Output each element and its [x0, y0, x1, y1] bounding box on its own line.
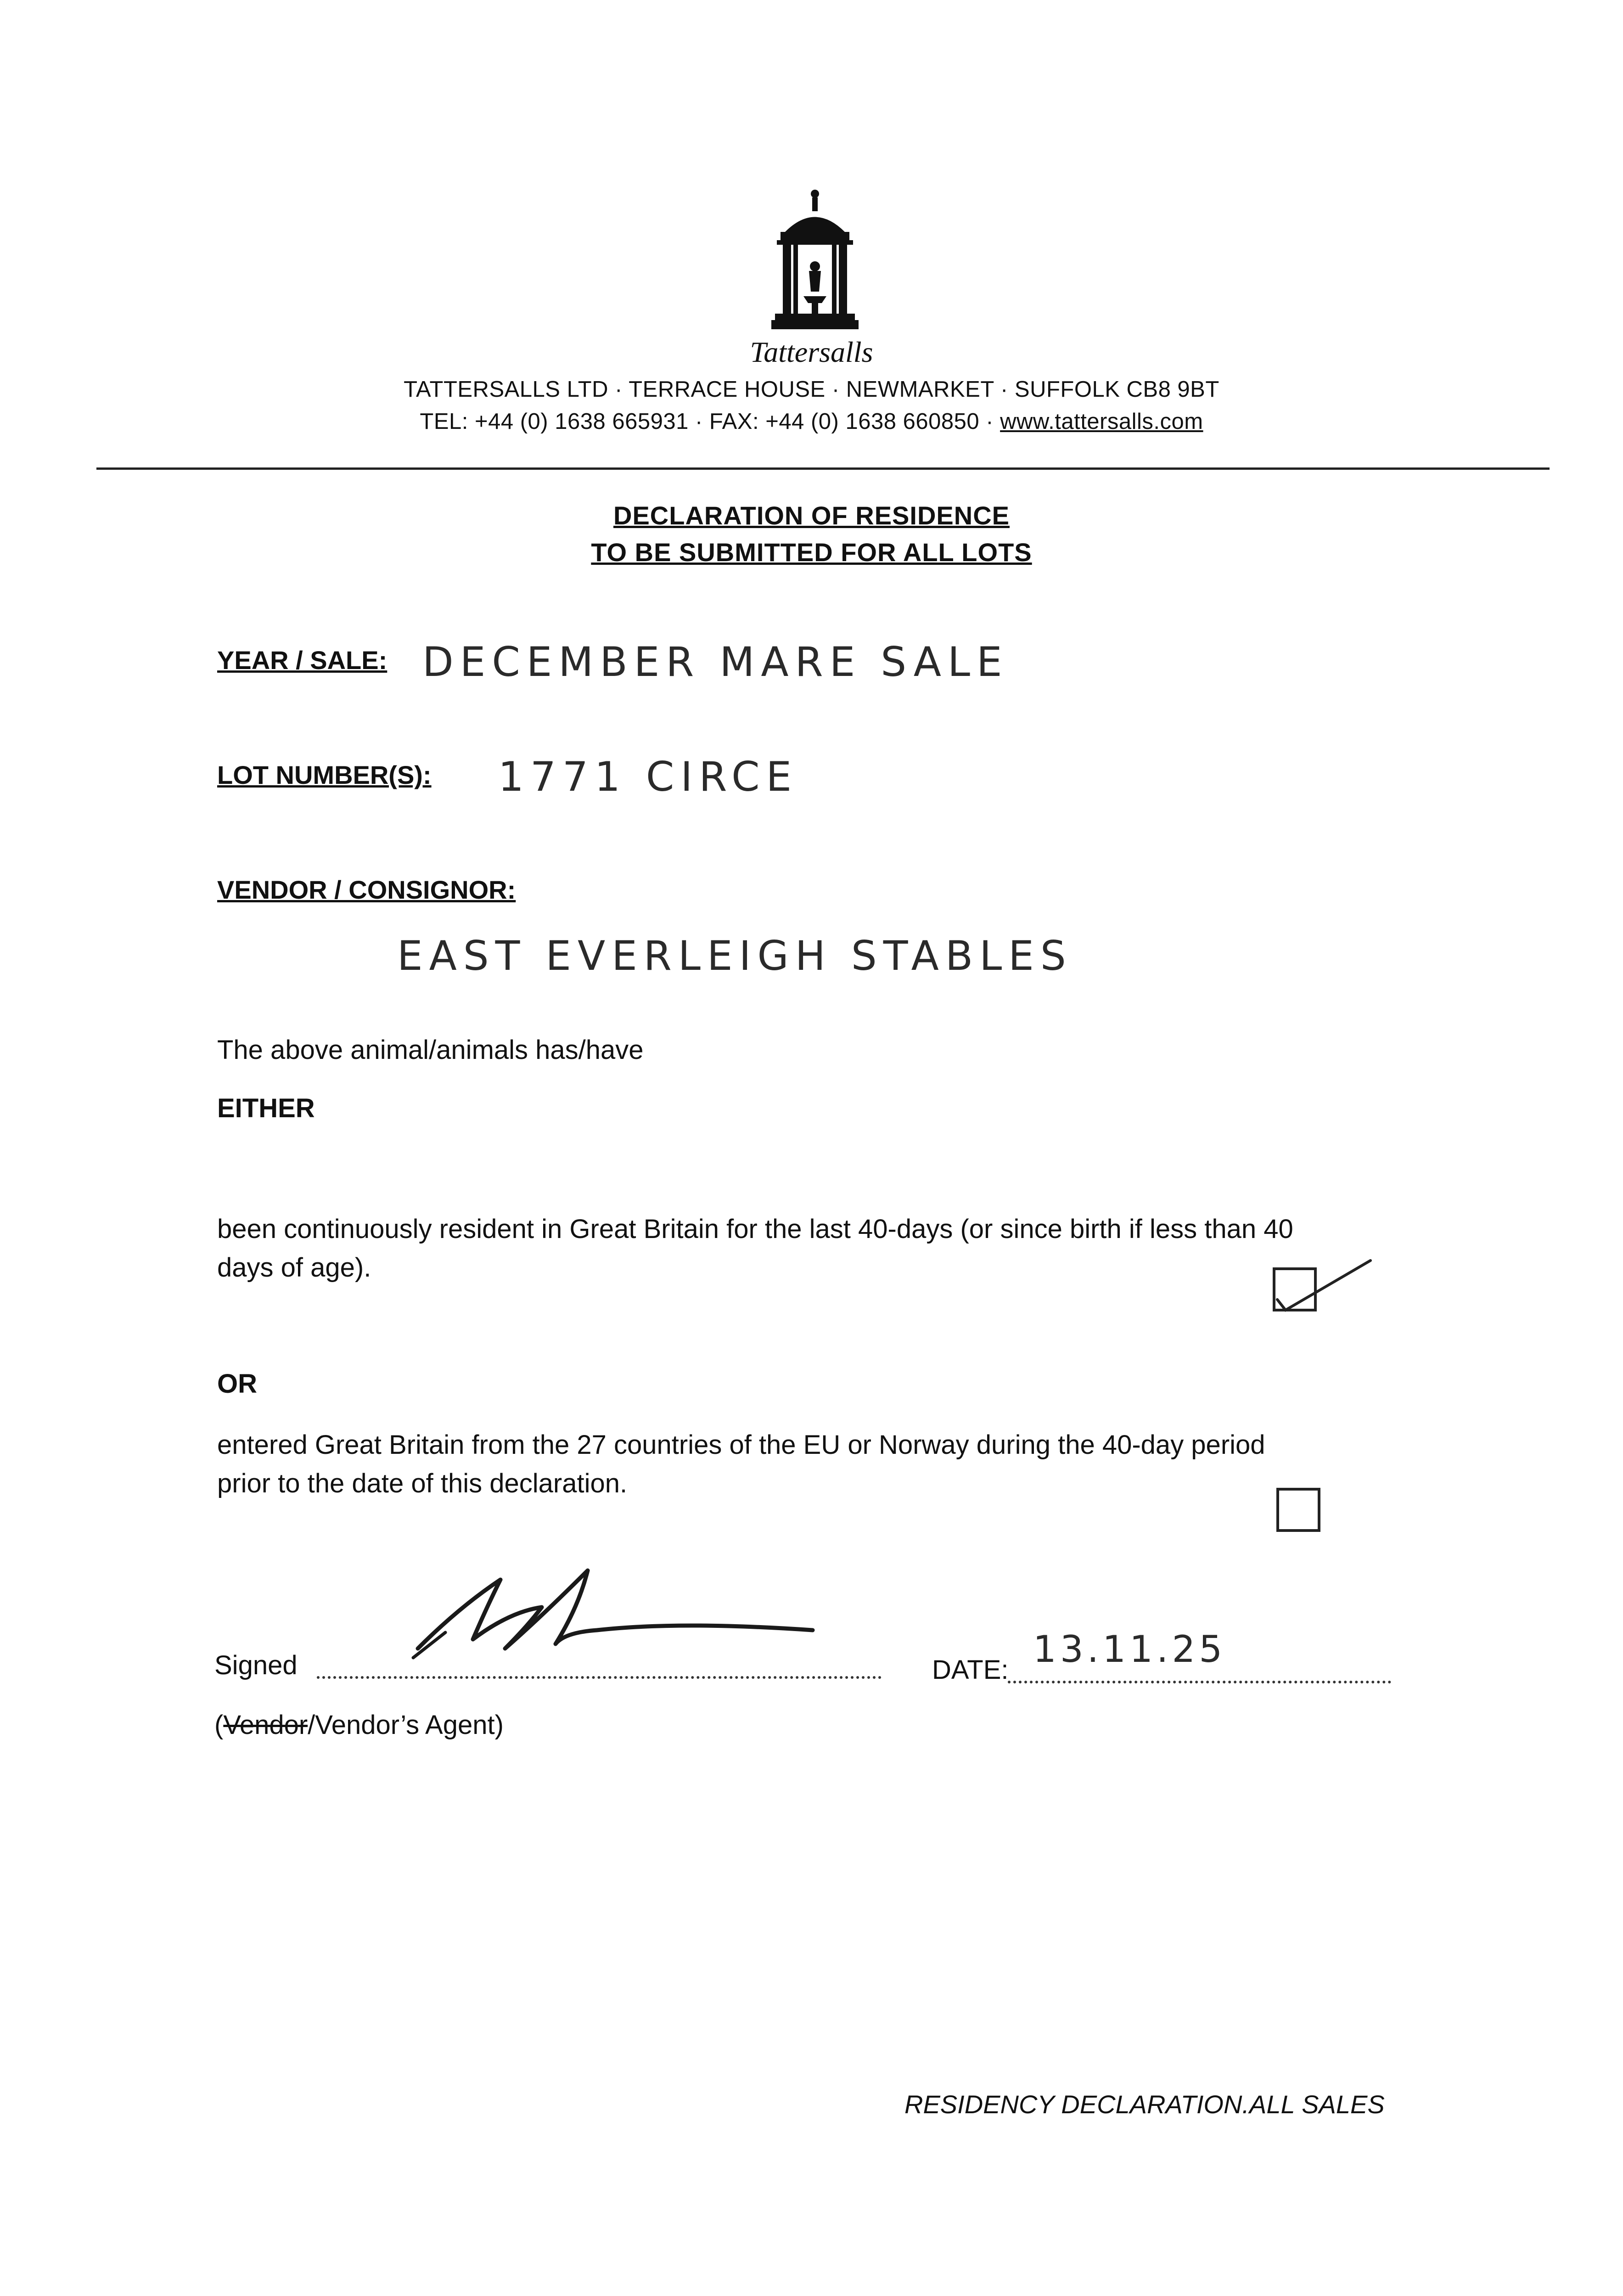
or-label: OR — [217, 1369, 257, 1399]
signer-role — [214, 1706, 504, 1745]
header-divider — [96, 467, 1550, 470]
footer-reference: RESIDENCY DECLARATION.ALL SALES — [904, 2090, 1385, 2119]
year-sale-label: YEAR / SALE: — [217, 646, 387, 675]
contact-line — [0, 409, 1623, 434]
option2-line2: prior to the date of this declaration. — [217, 1469, 628, 1498]
vendor-label: VENDOR / CONSIGNOR: — [217, 875, 516, 904]
document-title: DECLARATION OF RESIDENCE — [613, 501, 1010, 530]
either-label: EITHER — [217, 1093, 315, 1123]
option2-text — [217, 1426, 1420, 1503]
lot-numbers-value[interactable]: 1771 CIRCE — [498, 753, 798, 800]
option2-checkbox[interactable] — [1276, 1488, 1320, 1532]
intro-text: The above animal/animals has/have — [217, 1035, 644, 1065]
option1-line1: been continuously resident in Great Britain for the last 40-days (or since birth if less than 40 — [217, 1214, 1293, 1244]
date-line — [1008, 1681, 1391, 1683]
signature-line — [317, 1676, 882, 1679]
vendor-value[interactable]: EAST EVERLEIGH STABLES — [397, 932, 1073, 979]
website-link[interactable]: www.tattersalls.com — [1000, 409, 1203, 434]
signed-label: Signed — [214, 1650, 298, 1680]
role-open: ( — [214, 1710, 224, 1740]
role-struck: Vendor — [223, 1710, 308, 1740]
brand-name: Tattersalls — [750, 336, 873, 368]
role-rest: /Vendor’s Agent) — [308, 1710, 504, 1740]
year-sale-value[interactable]: DECEMBER MARE SALE — [422, 638, 1009, 686]
option2-line1: entered Great Britain from the 27 countries of the EU or Norway during the 40-day period — [217, 1430, 1265, 1460]
handwritten-signature[interactable] — [404, 1552, 817, 1667]
date-value[interactable]: 13.11.25 — [1033, 1628, 1226, 1671]
option1-text — [217, 1210, 1420, 1287]
address-line: TATTERSALLS LTD · TERRACE HOUSE · NEWMARKET · SUFFOLK CB8 9BT — [404, 377, 1219, 402]
contact-phone-fax: TEL: +44 (0) 1638 665931 · FAX: +44 (0) 1638 660850 · — [420, 409, 1000, 434]
date-label: DATE: — [932, 1655, 1009, 1685]
option1-line2: days of age). — [217, 1253, 371, 1283]
document-subtitle: TO BE SUBMITTED FOR ALL LOTS — [591, 538, 1032, 567]
lot-numbers-label: LOT NUMBER(S): — [217, 760, 432, 789]
checkmark-icon — [1272, 1256, 1377, 1316]
tattersalls-logo-icon — [767, 188, 863, 340]
